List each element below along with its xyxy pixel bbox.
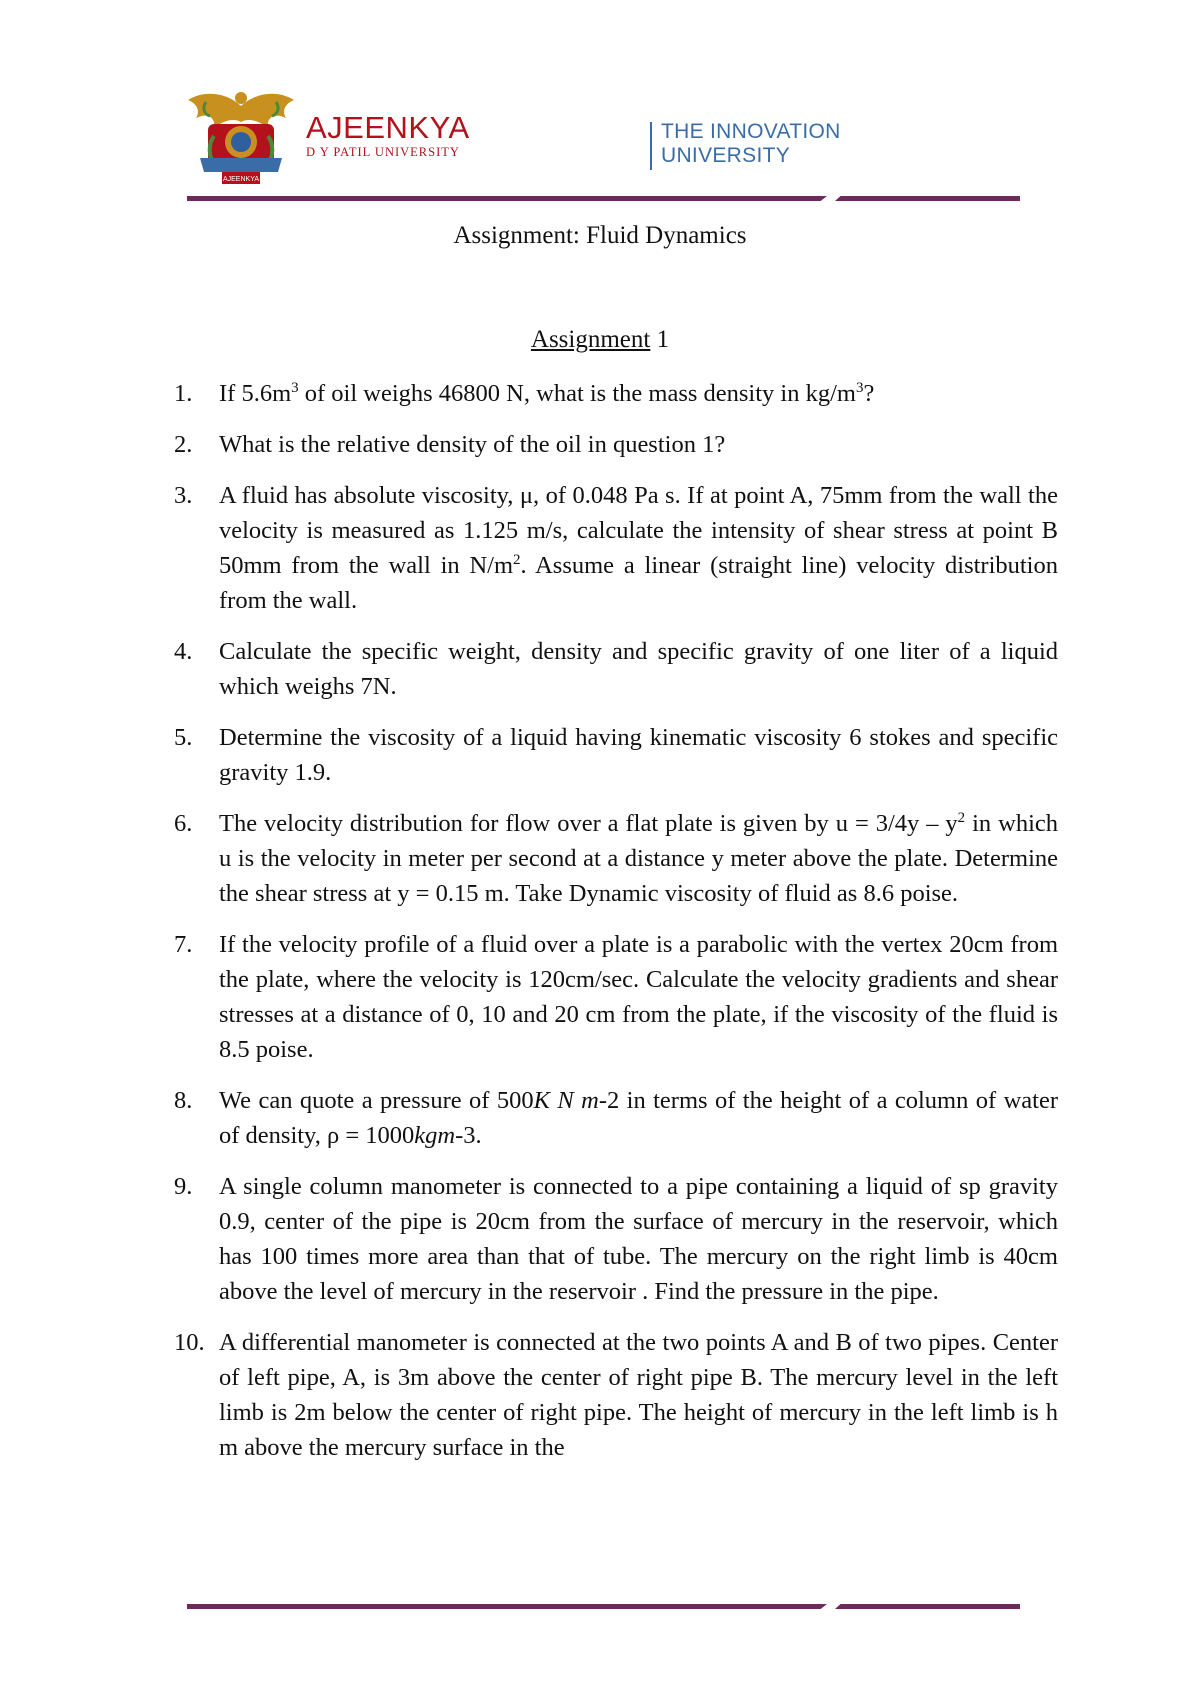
section-title	[0, 326, 1200, 354]
document-title: Assignment: Fluid Dynamics	[453, 222, 747, 249]
tagline-line-1: THE INNOVATION	[661, 120, 841, 143]
university-crest-logo	[186, 88, 296, 188]
question-10: 10. A differential manometer is connected at the two points A and B of two pipes. Center of left pipe, A, is 3m above the center of right pipe B. The mercury level in the left limb is 2m below the center of right pipe. The height of mercury in the left limb is h m above the mercury surface in the	[174, 1329, 1058, 1461]
question-3: 3. A fluid has absolute viscosity, μ, of 0.048 Pa s. If at point A, 75mm from the wall the velocity is measured as 1.125 m/s, calculate the intensity of shear stress at point B 50mm from the wall in $N/m^2$. Assume a linear (straight line) velocity distribution from the wall.	[174, 482, 1058, 614]
section-word: Assignment	[530, 326, 651, 353]
question-list	[174, 376, 1058, 1481]
brand-block	[306, 112, 470, 160]
brand-subtitle: D Y PATIL UNIVERSITY	[306, 145, 460, 159]
logo-banner-text: AJEENKYA	[222, 176, 260, 183]
header-rule	[187, 196, 1020, 204]
section-number: 1	[656, 326, 670, 353]
brand-name: AJEENKYA	[306, 110, 470, 145]
footer-rule	[187, 1604, 1020, 1612]
question-8: 8. We can quote a pressure of 500K N m-2 in terms of the height of a column of water of density, ρ = 1000kgm-3.	[174, 1087, 1058, 1149]
question-2: 2. What is the relative density of the oil in question 1?	[174, 431, 726, 458]
question-1: 1. If $5.6m^3$ of oil weighs 46800 N, what is the mass density in $kg/m^3$?	[174, 379, 875, 407]
page-header	[186, 88, 1026, 188]
question-5: 5. Determine the viscosity of a liquid having kinematic viscosity 6 stokes and specific gravity 1.9.	[174, 724, 1058, 786]
question-9: 9. A single column manometer is connected to a pipe containing a liquid of sp gravity 0.9, center of the pipe is 20cm from the surface of mercury in the reservoir, which has 100 times more area than that of tube. The mercury on the right limb is 40cm above the level of mercury in the reservoir . Find the pressure in the pipe.	[174, 1173, 1058, 1305]
question-6: 6. The velocity distribution for flow over a flat plate is given by $u = 3/4y - y^2$ in which u is the velocity in meter per second at a distance y meter above the plate. Determine the shear stress at y = 0.15 m. Take Dynamic viscosity of fluid as 8.6 poise.	[174, 809, 1058, 907]
brand-divider	[650, 122, 652, 170]
tagline-line-2: UNIVERSITY	[661, 144, 791, 167]
question-4: 4. Calculate the specific weight, density and specific gravity of one liter of a liquid which weighs 7N.	[174, 638, 1058, 700]
question-7: 7. If the velocity profile of a fluid over a plate is a parabolic with the vertex 20cm from the plate, where the velocity is 120cm/sec. Calculate the velocity gradients and shear stresses at a distance of 0, 10 and 20 cm from the plate, if the viscosity of the fluid is 8.5 poise.	[174, 931, 1058, 1063]
tagline	[661, 120, 841, 168]
